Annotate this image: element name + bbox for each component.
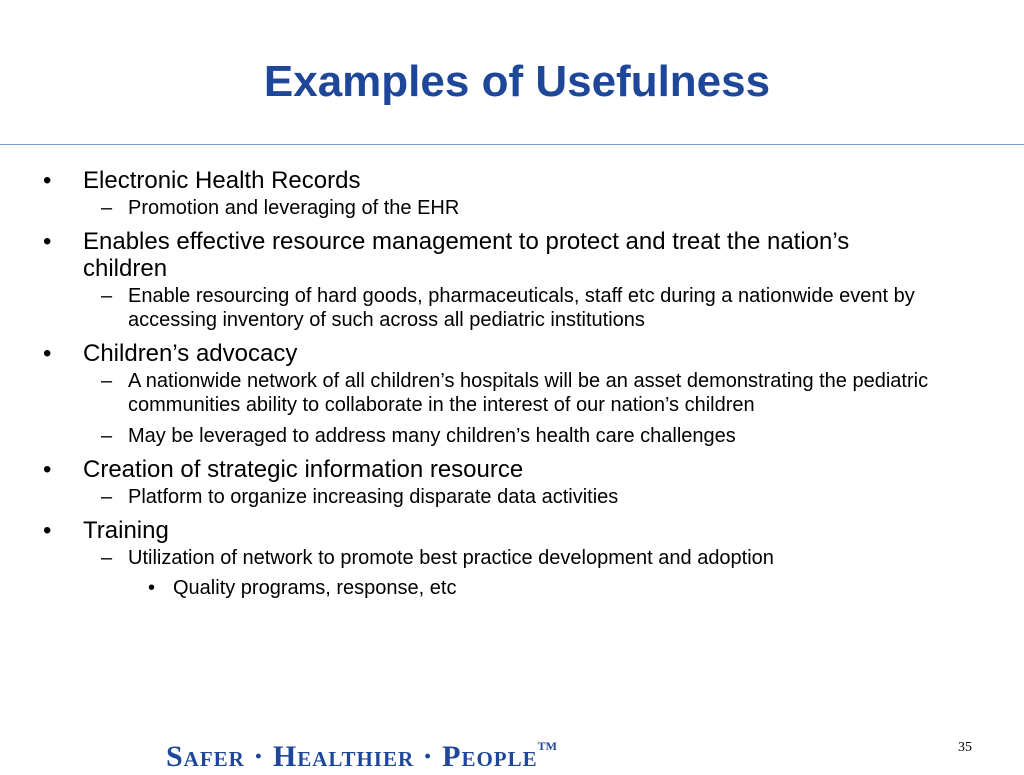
page-number: 35: [958, 740, 972, 755]
bullet-marker: •: [43, 456, 52, 483]
dash-marker: –: [101, 486, 113, 508]
sub-sub-list-item-text: Quality programs, response, etc: [173, 577, 457, 599]
bullet-list: [0, 164, 1024, 600]
bullet-marker: •: [43, 517, 52, 544]
list-item-text: Training: [83, 517, 169, 544]
dash-marker: –: [101, 285, 113, 307]
dash-marker: –: [101, 370, 113, 392]
bullet-marker: •: [43, 228, 52, 255]
sub-list-item-text: May be leveraged to address many children’s health care challenges: [128, 425, 736, 447]
sub-list-item: [101, 369, 998, 417]
list-item: [43, 228, 903, 282]
footer-logo-text: Safer · Healthier · People: [166, 740, 538, 773]
dash-marker: –: [101, 197, 113, 219]
bullet-marker: •: [148, 577, 156, 599]
sub-sub-list-item: [148, 576, 993, 600]
list-item: [43, 517, 903, 544]
sub-list-item: [101, 424, 998, 448]
sub-list-item-text: Utilization of network to promote best practice development and adoption: [128, 547, 774, 569]
list-item: [43, 340, 903, 367]
dash-marker: –: [101, 547, 113, 569]
sub-list-item-text: Platform to organize increasing disparate data activities: [128, 486, 619, 508]
slide-title: Examples of Usefulness: [263, 57, 771, 106]
title-divider: [0, 144, 1024, 145]
sub-list-item: [101, 546, 998, 570]
bullet-marker: •: [43, 340, 52, 367]
list-item-text: Children’s advocacy: [83, 340, 298, 367]
list-item: [43, 167, 903, 194]
list-item: [43, 456, 903, 483]
sub-list-item-text: Promotion and leveraging of the EHR: [128, 197, 460, 219]
sub-list-item-text: Enable resourcing of hard goods, pharmaceuticals, staff etc during a nationwide event by accessing inventory of such across all pediatric institutions: [128, 285, 915, 331]
sub-list-item: [101, 196, 998, 220]
list-item-text: Enables effective resource management to protect and treat the nation’s children: [83, 228, 850, 282]
sub-list-item: [101, 485, 998, 509]
bullet-marker: •: [43, 167, 52, 194]
sub-list-item-text: A nationwide network of all children’s hospitals will be an asset demonstrating the pediatric communities ability to collaborate in the interest of our nation’s children: [128, 370, 929, 416]
list-item-text: Creation of strategic information resource: [83, 456, 524, 483]
dash-marker: –: [101, 425, 113, 447]
trademark-mark: TM: [537, 739, 557, 753]
sub-list-item: [101, 284, 998, 332]
list-item-text: Electronic Health Records: [83, 167, 361, 194]
